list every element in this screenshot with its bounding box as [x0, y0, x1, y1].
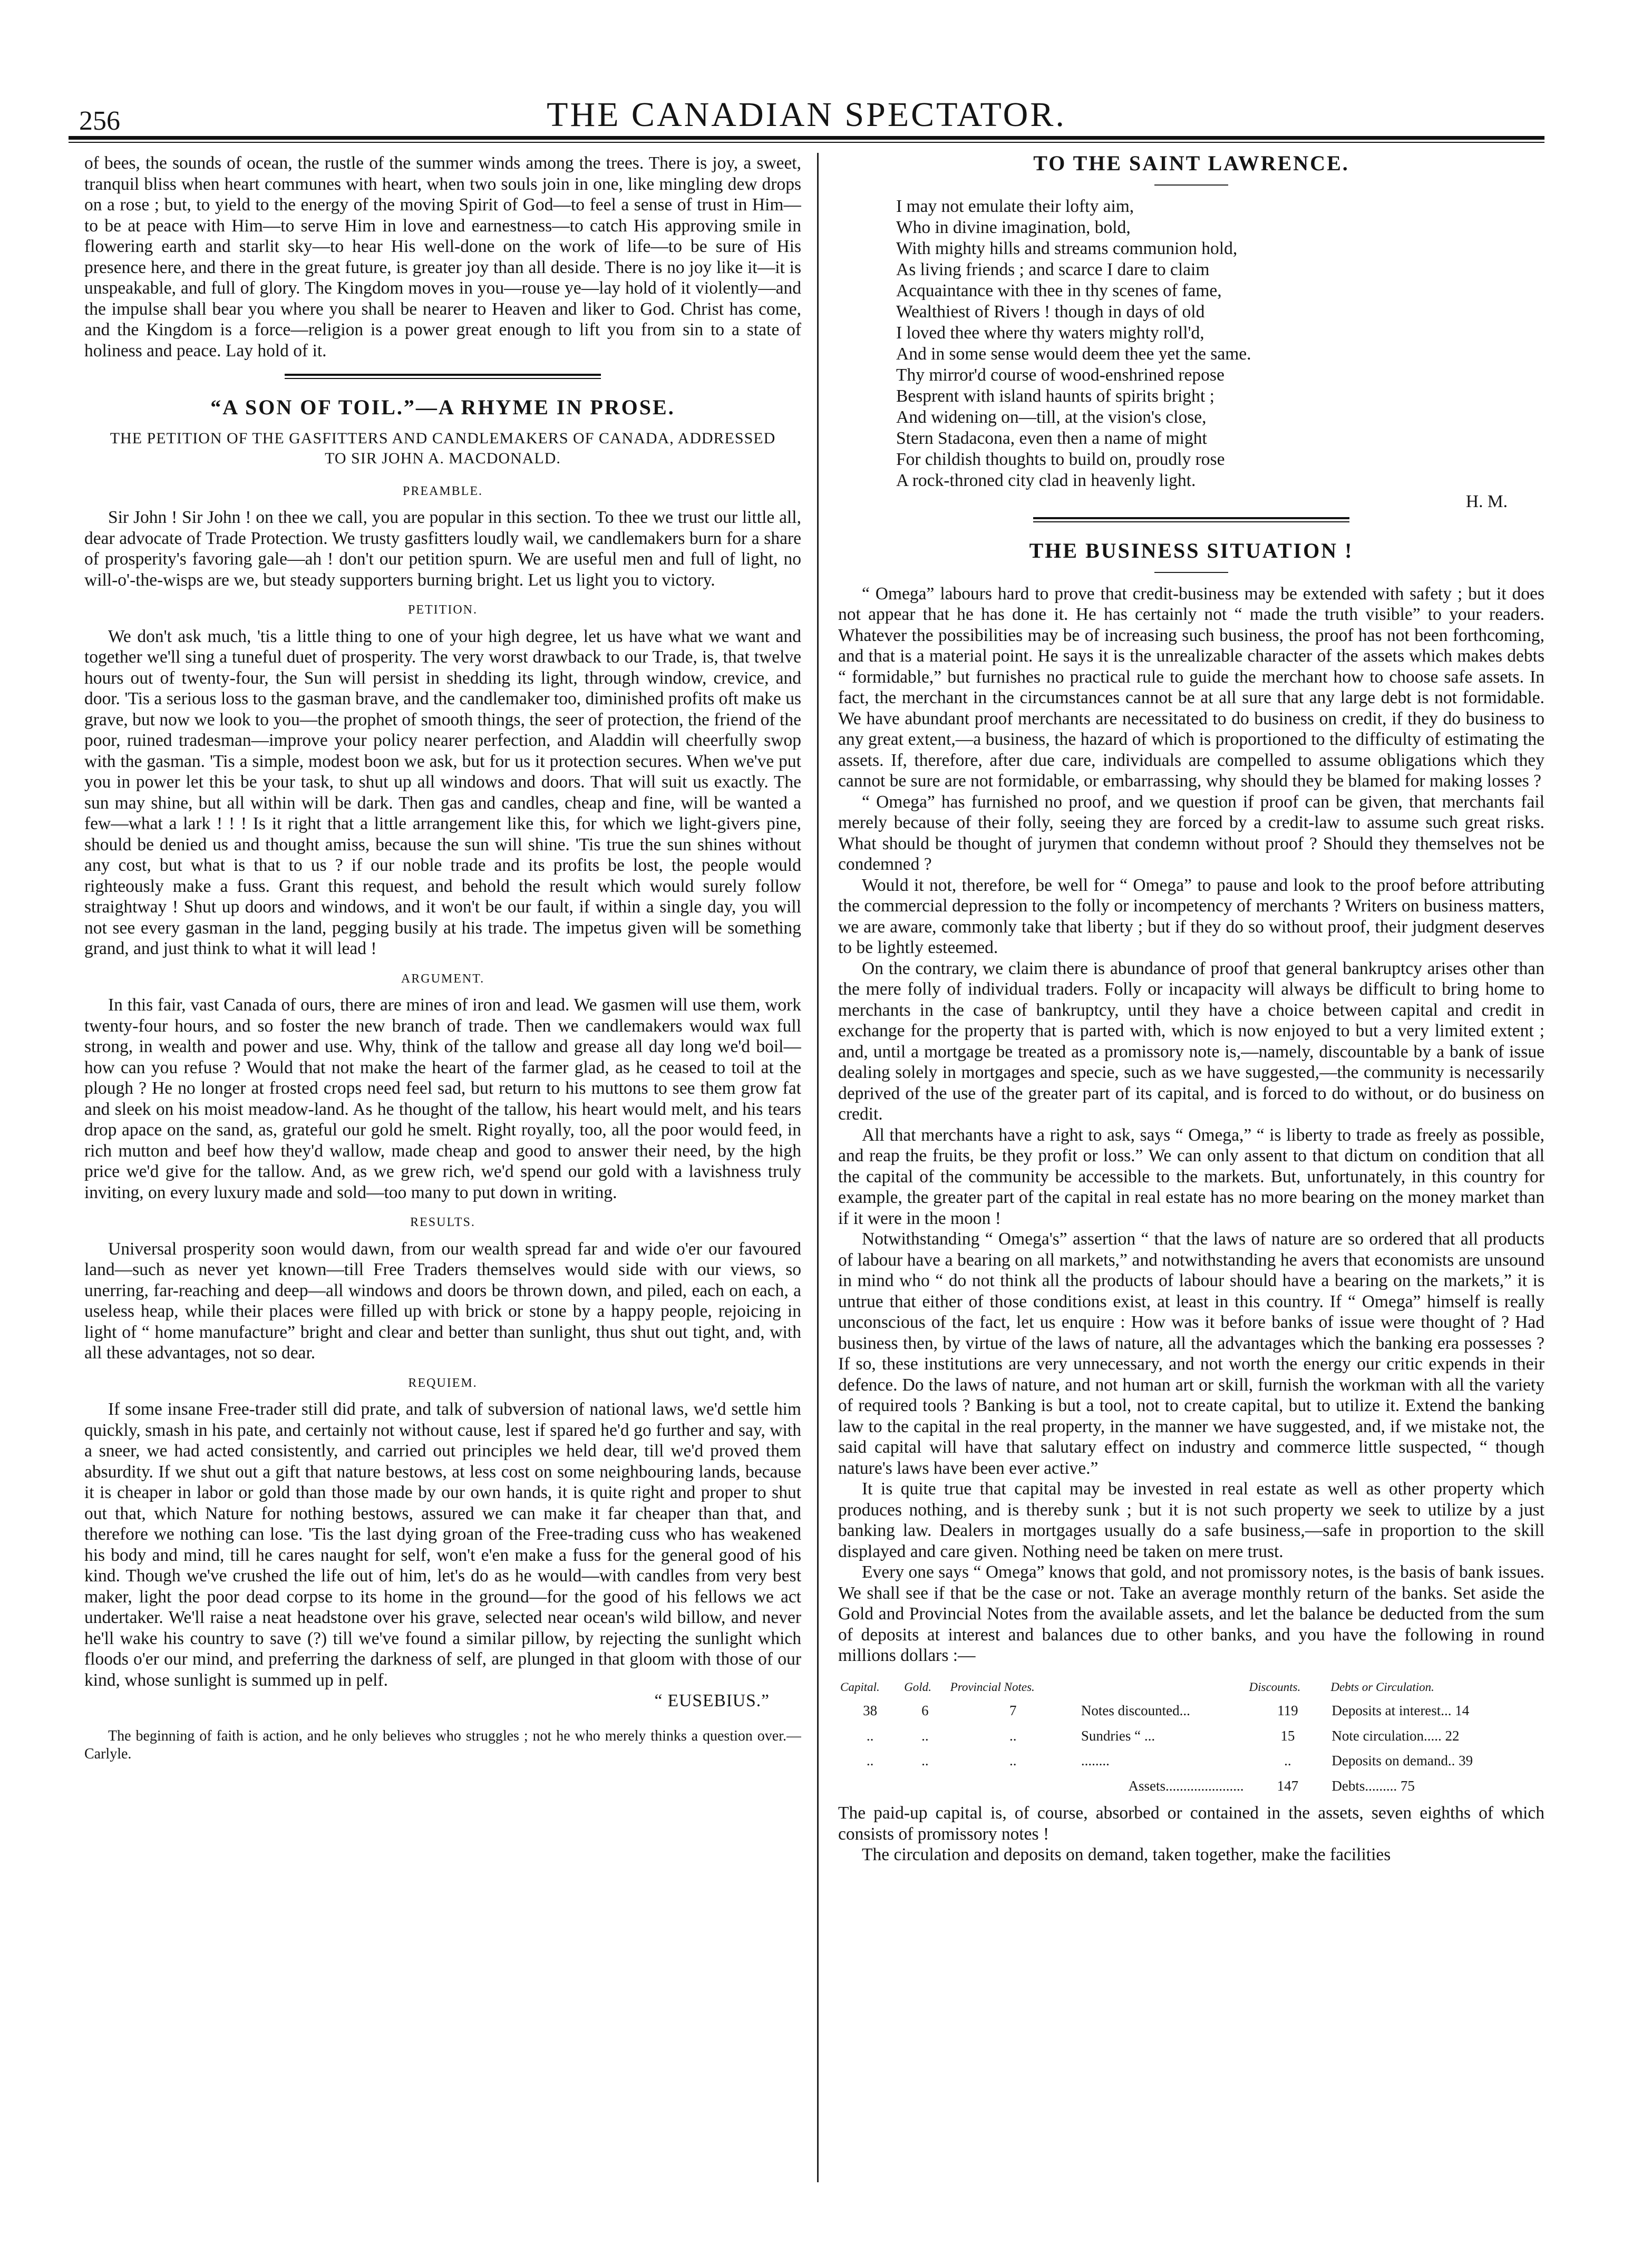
table-header-cell: Debts or Circulation. [1330, 1680, 1434, 1694]
poem-line: I loved thee where thy waters mighty roll'd, [896, 323, 1204, 343]
author-signature: “ EUSEBIUS.” [654, 1691, 770, 1710]
table-row [838, 1748, 1544, 1774]
table-cell: 15 [1280, 1727, 1295, 1744]
poem-line: Besprent with island haunts of spirits bright ; [896, 386, 1214, 406]
table-totals-row [838, 1774, 1544, 1799]
right-column [838, 153, 1544, 2209]
body-paragraph: “ Omega” has furnished no proof, and we question if proof can be given, that merchants fail merely because of their folly, seeing they are forced by a credit-law to assume such great risks. What should be thought of jurymen that condemn without proof ? Should they themselves not be condemned ? [838, 792, 1544, 874]
section-heading-preamble: PREAMBLE. [402, 484, 483, 498]
debts-value: 75 [1400, 1777, 1415, 1794]
poem-line: Acquaintance with thee in thy scenes of fame, [896, 280, 1222, 300]
left-column [84, 153, 801, 2209]
table-header-cell: Capital. [840, 1680, 880, 1694]
poem-line: I may not emulate their lofty aim, [896, 196, 1134, 216]
body-paragraph: Would it not, therefore, be well for “ Omega” to pause and look to the proof before attributing the commercial depression to the folly or incompetency of merchants ? Writers on business matters, we are aware, commonly take that liberty ; but if they do so without proof, their judgment deserves to be lightly esteemed. [838, 875, 1544, 957]
table-cell: Sundries “ ... [1081, 1727, 1155, 1744]
body-paragraph: Every one says “ Omega” knows that gold, and not promissory notes, is the basis of bank issues. We shall see if that be the case or not. Take an average monthly return of the banks. Set aside the Gold and Provincial Notes from the available assets, and let the balance be deducted from the sum of deposits at interest and balances due to other banks, and you have the following in round millions dollars :— [838, 1562, 1544, 1665]
continued-paragraph: of bees, the sounds of ocean, the rustle of the summer winds among the trees. There is joy, a sweet, tranquil bliss when heart communes with heart, when two souls join in one, like mingling dew drops on a rose ; but, to yield to the energy of the moving Spirit of God—to feel a sense of trust in Him—to be at peace with Him—to serve Him in love and earnestness—to catch His approving smile in flowering earth and starlit sky—to hear His well-done on the work of life—to be sure of His presence here, and there in the great future, is greater joy than all deside. There is no joy like it—it is unspeakable, and full of glory. The Kingdom moves in you—rouse ye—lay hold of it violently—and the impulse shall bear you where you shall be nearer to Heaven and liker to God. Christ has come, and the Kingdom is a force—religion is a power great enough to lift you from sin to a state of holiness and peace. Lay hold of it. [84, 153, 801, 361]
poem-line: Wealthiest of Rivers ! though in days of old [896, 302, 1205, 322]
body-paragraph: Notwithstanding “ Omega's” assertion “ that the laws of nature are so ordered that all products of labour have a bearing on all markets,” and notwithstanding he avers that economists are unsound in mind who “ do not think all the products of labour should have a bearing on the markets,” it is untrue that either of those conditions exist, at least in this country. If “ Omega” himself is really unconscious of the fact, let us enquire : How was it before banks of issue were thought of ? Had business then, by virtue of the laws of nature, all the advantages which the banking era possesses ? If so, these institutions are very unnecessary, and not worth the energy our critic expends in their defence. Do the laws of nature, and not human art or skill, furnish the workman with all the variety of required tools ? Banking is but a tool, not to create capital, but to utilize it. Extend the banking law to the capital in the real property, in the manner we have suggested, and, if we mistake not, the said capital will have that salutary effect on industry and commerce little suspected, “ though nature's laws have been ever active.” [838, 1229, 1544, 1478]
table-header-cell [1078, 1676, 1247, 1699]
poem-signature: H. M. [1465, 491, 1508, 511]
section-heading-petition: PETITION. [408, 603, 478, 617]
poem-line: Who in divine imagination, bold, [896, 217, 1131, 237]
section-heading-requiem: REQUIEM. [408, 1376, 478, 1390]
table-header-cell: Provincial Notes. [950, 1680, 1035, 1694]
table-cell: Notes discounted... [1081, 1703, 1190, 1718]
table-cell: Deposits at interest... 14 [1332, 1703, 1470, 1718]
poem-line: A rock-throned city clad in heavenly light. [896, 470, 1196, 490]
poem-line: And in some sense would deem thee yet the same. [896, 344, 1251, 364]
table-cell: .. [1284, 1753, 1291, 1768]
body-paragraph: It is quite true that capital may be invested in real estate as well as other property which produces nothing, and is thereby sunk ; but it is not such property we seek to utilize by a just banking law. Dealers in mortgages usually do a safe business,—safe in proportion to the skill displayed and care given. Nothing need be taken on mere trust. [838, 1479, 1544, 1561]
newspaper-page [69, 79, 1544, 2230]
section-heading-argument: ARGUMENT. [401, 971, 485, 986]
column-divider [817, 153, 819, 2182]
table-row [838, 1698, 1544, 1724]
table-cell: ........ [1081, 1753, 1110, 1768]
title-rule [1154, 184, 1228, 186]
article-title: “A SON OF TOIL.”—A RHYME IN PROSE. [210, 395, 675, 419]
body-paragraph: “ Omega” labours hard to prove that credit-business may be extended with safety ; but it does not appear that he has done it. He has certainly not “ made the truth visible” to your readers. Whatever the possibilities may be of increasing such business, the proof has not been forthcoming, and that is a material point. He says it is the unrealizable character of the assets which makes debts “ formidable,” but furnishes no practical rule to guide the merchant how to choose safe assets. In fact, the merchant in the circumstances cannot be at all sure that any large debt is not formidable. We have abundant proof merchants are necessitated to do business on credit, if they do business to any great extent,—a business, the hazard of which is proportioned to the difficulty of estimating the assets. If, therefore, after due care, individuals are compelled to assume obligations which they cannot be sure are not formidable, or embarrassing, why should they be blamed for making losses ? [838, 584, 1544, 791]
poem-line: For childish thoughts to build on, proudly rose [896, 449, 1225, 469]
poem-line: With mighty hills and streams communion hold, [896, 238, 1238, 258]
argument-paragraph: In this fair, vast Canada of ours, there are mines of iron and lead. We gasmen will use them, work twenty-four hours, and so foster the new branch of trade. Then we candlemakers would wax full strong, in wealth and power and use. Why, think of the tallow and grease all day long we'd boil—how can you refuse ? Would that not make the heart of the farmer glad, as he ceased to toil at the plough ? He no longer at frosted crops need feel sad, but return to his muttons to see them grow fat and sleek on his moist meadow-land. As he thought of the tallow, his heart would melt, and his tears drop apace on the sand, as, grateful our gold he smelt. Right royally, too, all the poor would feed, in rich mutton and beef how they'd wallow, made cheap and good to answer their need, by the high price we'd give for the tallow. And, as we grew rich, we'd spend our gold with a lavishness truly inviting, on every luxury made and sold—too many to put down in writing. [84, 995, 801, 1202]
bank-returns-table [838, 1676, 1544, 1799]
poem-line: And widening on—till, at the vision's close, [896, 407, 1207, 427]
poem-line: As living friends ; and scarce I dare to claim [896, 259, 1210, 279]
body-paragraph: On the contrary, we claim there is abundance of proof that general bankruptcy arises other than the mere folly of individual traders. Folly or incapacity will always be difficult to bring home to merchants in the case of bankruptcy, until they have a choice between capital and credit in exchange for the property that is parted with, which is now enjoyed to but a very limited extent ; and, until a mortgage be treated as a promissory note is,—namely, discountable by a bank of issue dealing solely in mortgages and specie, such as we have suggested,—the community is necessarily deprived of the use of the greater part of its capital, and is forced to do without, or do business on credit. [838, 958, 1544, 1124]
results-paragraph: Universal prosperity soon would dawn, from our wealth spread far and wide o'er our favoured land—such as never yet known—till Free Traders themselves would side with our views, so unerring, far-reaching and deep—all windows and doors be thrown down, and piled, each on each, a useless heap, while their places were filled up with brick or stone by a happy people, rejoicing in light of “ home manufacture” bright and clear and better than sunlight, thus shut out tight, and, with all these advantages, not so dear. [84, 1239, 801, 1363]
table-cell: Deposits on demand.. 39 [1332, 1753, 1473, 1768]
title-rule [1154, 572, 1228, 573]
poem-body [896, 196, 1544, 491]
article-subtitle: THE PETITION OF THE GASFITTERS AND CANDLEMAKERS OF CANADA, ADDRESSED TO SIR JOHN A. MACDONALD. [110, 429, 776, 467]
table-cell: .. [1009, 1753, 1017, 1768]
header-rule [69, 136, 1544, 143]
page-number: 256 [79, 106, 120, 136]
assets-value: 147 [1277, 1777, 1299, 1794]
table-cell: .. [921, 1727, 929, 1744]
body-paragraph: The circulation and deposits on demand, taken together, make the facilities [862, 1845, 1391, 1864]
table-cell: 38 [863, 1703, 878, 1718]
table-cell: .. [921, 1753, 929, 1768]
poem-line: Thy mirror'd course of wood-enshrined repose [896, 365, 1225, 385]
debts-total [1328, 1774, 1544, 1799]
body-paragraph: The paid-up capital is, of course, absorbed or contained in the assets, seven eighths of which consists of promissory notes ! [838, 1803, 1544, 1844]
section-divider [285, 374, 601, 379]
poem-title: TO THE SAINT LAWRENCE. [1033, 153, 1349, 175]
petition-paragraph: We don't ask much, 'tis a little thing to one of your high degree, let us have what we want and together we'll sing a tuneful duet of prosperity. The very worst drawback to our Trade, is, that twelve hours out of twenty-four, the Sun will persist in shedding its light, through window, crevice, and door. 'Tis a serious loss to the gasman brave, and the candlemaker too, diminished profits oft make us grave, but now we look to you—the prophet of smooth things, the seer of protection, the friend of the poor, ruined tradesman—improve your policy nearer perfection, and Aladdin will cheerfully swop with the gasman. 'Tis a simple, modest boon we ask, but for us it protection secures. When we've put you in power let this be your task, to shut up all windows and doors. That will suit us exactly. The sun may shine, but all within will be dark. Then gas and candles, cheap and fine, will be wanted a few—what a lark ! ! ! Is it right that a little arrangement like this, for which we light-givers pine, should be denied us and thought amiss, because the sun will shine. 'Tis true the sun shines without any cost, but what is that to us ? if our noble trade and its profits be lost, the people would righteously make a fuss. Grant this request, and behold the result which would surely follow straightway ! Shut up doors and windows, and it won't be our fault, if within a single day, you will not see every gasman in the land, pegging busily at his trade. The impetus given will be something grand, and just think to what it will lead ! [84, 626, 801, 958]
table-row [838, 1724, 1544, 1749]
closing-quote: The beginning of faith is action, and he only believes who struggles ; not he who merely thinks a question over.—Carlyle. [84, 1727, 801, 1762]
assets-label: Assets...................... [1128, 1777, 1244, 1794]
section-heading-results: RESULTS. [410, 1216, 475, 1229]
page-header [69, 79, 1544, 137]
poem-line: Stern Stadacona, even then a name of might [896, 428, 1207, 448]
preamble-paragraph: Sir John ! Sir John ! on thee we call, you are popular in this section. To thee we trust our little all, dear advocate of Trade Protection. We trusty gasfitters loudly wail, we candlemakers burn for a share of prosperity's favoring gale—ah ! don't our petition spurn. We are useful men and full of light, no will-o'-the-wisps are we, but steady supporters burning bright. Let us light you to victory. [84, 508, 801, 590]
table-cell: 7 [1009, 1703, 1017, 1718]
table-cell: Note circulation..... 22 [1332, 1727, 1460, 1744]
publication-title: THE CANADIAN SPECTATOR. [547, 95, 1066, 134]
requiem-paragraph: If some insane Free-trader still did prate, and talk of subversion of national laws, we'd settle him quickly, smash in his pate, and certainly not without cause, lest if spared he'd go further and say, with a sneer, we had acted consistently, and carried out principles we held dear, till we'd proved them absurdity. If we shut out a gift that nature bestows, at less cost on some neighbouring lands, because it is cheaper in labor or gold than those made by our own hands, it is quite right and proper to shut out that, which Nature for nothing bestows, assured we can make it far cheaper than that, and therefore we nothing can lose. 'Tis the last dying groan of the Free-trading cuss who has weakened his body and mind, till he cares naught for self, won't e'en make a fuss for the general good of his kind. Though we've crushed the life out of him, let's do as he would—with candles from very best maker, light the poor dead corpse to its home in the ground—for the good of his fellows we act undertaker. We'll raise a neat headstone over his grave, selected near ocean's wild billow, and never he'll wake his country to save (?) till we've found a similar pillow, by rejecting the sunlight which floods o'er our mind, and preferring the darkness of self, are plunged in that gloom with those of our kind, whose sunlight is summed up in pelf. [84, 1399, 801, 1690]
table-header-cell: Discounts. [1249, 1680, 1301, 1694]
section-divider [1033, 517, 1349, 522]
table-header-cell: Gold. [904, 1680, 931, 1694]
body-paragraph: All that merchants have a right to ask, says “ Omega,” “ is liberty to trade as freely as possible, and reap the fruits, be they profit or loss.” We can only assent to that dictum on condition that all the capital of the community be accessible to the markets. But, unfortunately, in this country for example, the greater part of the capital in real estate has no more bearing on the money market than if it were in the moon ! [838, 1125, 1544, 1228]
table-cell: .. [1009, 1727, 1017, 1744]
article-title: THE BUSINESS SITUATION ! [1029, 539, 1354, 562]
table-cell: .. [866, 1727, 874, 1744]
table-cell: .. [866, 1753, 874, 1768]
table-cell: 119 [1277, 1703, 1298, 1718]
table-cell: 6 [921, 1703, 929, 1718]
table-header-row [838, 1676, 1544, 1699]
debts-label: Debts......... [1332, 1777, 1397, 1794]
